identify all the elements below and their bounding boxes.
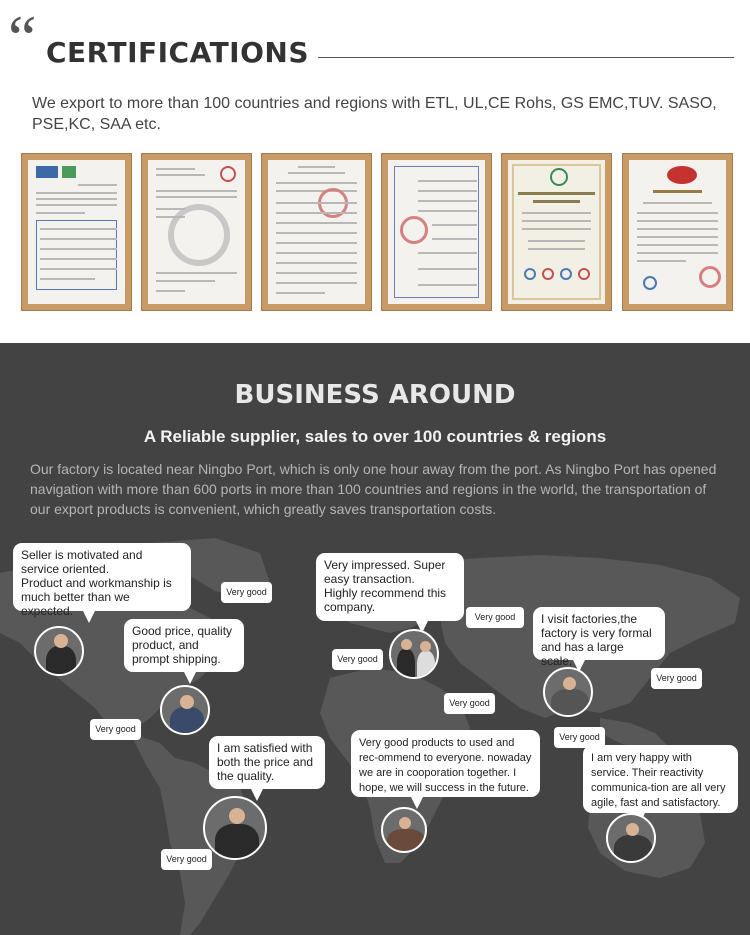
customer-avatar bbox=[34, 626, 84, 676]
very-good-badge: Very good bbox=[651, 668, 702, 689]
testimonial-bubble bbox=[316, 553, 464, 621]
testimonial-text: I am satisfied with both the price and the quality. bbox=[217, 741, 314, 783]
certifications-section bbox=[0, 0, 750, 343]
testimonial-text: Very impressed. Super easy transaction. Highly recommend this company. bbox=[324, 558, 447, 614]
testimonial-text: Good price, quality product, and prompt shipping. bbox=[132, 624, 233, 666]
testimonial-text: I am very happy with service. Their reactivity communica-tion are all very agile, fast and satisfactory. bbox=[591, 752, 726, 809]
title-divider bbox=[318, 57, 734, 58]
customer-avatar bbox=[543, 667, 593, 717]
testimonial-bubble bbox=[533, 607, 665, 668]
very-good-badge: Very good bbox=[221, 582, 272, 603]
very-good-badge: Very good bbox=[90, 719, 141, 740]
certificate-image bbox=[21, 153, 132, 311]
certificate-image bbox=[261, 153, 372, 311]
testimonial-bubble bbox=[351, 730, 540, 797]
customer-avatar bbox=[606, 813, 656, 863]
customer-avatar bbox=[160, 685, 210, 735]
business-subtitle: A Reliable supplier, sales to over 100 countries & regions bbox=[143, 427, 607, 446]
testimonial-text: I visit factories,the factory is very formal and has a large scale. bbox=[541, 612, 652, 668]
very-good-badge: Very good bbox=[466, 607, 524, 628]
business-title: BUSINESS AROUND bbox=[234, 380, 516, 410]
testimonial-bubble bbox=[13, 543, 191, 618]
testimonial-bubble bbox=[124, 619, 244, 672]
very-good-badge: Very good bbox=[444, 693, 495, 714]
customer-avatar bbox=[389, 629, 439, 679]
testimonial-bubble bbox=[583, 745, 738, 813]
certifications-description: We export to more than 100 countries and regions with ETL, UL,CE Rohs, GS EMC,TUV. SASO, PSE,KC, SAA etc. bbox=[32, 95, 717, 133]
certifications-title: CERTIFICATIONS bbox=[46, 36, 310, 69]
quote-mark-icon: “ bbox=[8, 2, 37, 73]
certificate-image bbox=[622, 153, 733, 311]
testimonial-text: Seller is motivated and service oriented. Product and workmanship is much better than we expected. bbox=[21, 548, 172, 618]
very-good-badge: Very good bbox=[332, 649, 383, 670]
testimonial-bubble bbox=[209, 736, 325, 789]
world-map bbox=[0, 503, 750, 935]
business-around-section bbox=[0, 343, 750, 935]
customer-avatar bbox=[203, 796, 267, 860]
certificate-image bbox=[141, 153, 252, 311]
business-description: Our factory is located near Ningbo Port, which is only one hour away from the port. As Ningbo Port has opened navigation with more than 600 ports in more than 100 countries and regions in the world, the transportation of our export products is convenient, which greatly saves transportation costs. bbox=[30, 461, 717, 517]
certificate-image bbox=[501, 153, 612, 311]
testimonial-text: Very good products to used and rec-ommend to everyone. nowaday we are in cooporation together. I hope, we will success in the future. bbox=[359, 737, 532, 794]
very-good-badge: Very good bbox=[161, 849, 212, 870]
very-good-badge: Very good bbox=[554, 727, 605, 748]
certificate-image bbox=[381, 153, 492, 311]
customer-avatar bbox=[381, 807, 427, 853]
certificate-gallery bbox=[21, 153, 735, 311]
